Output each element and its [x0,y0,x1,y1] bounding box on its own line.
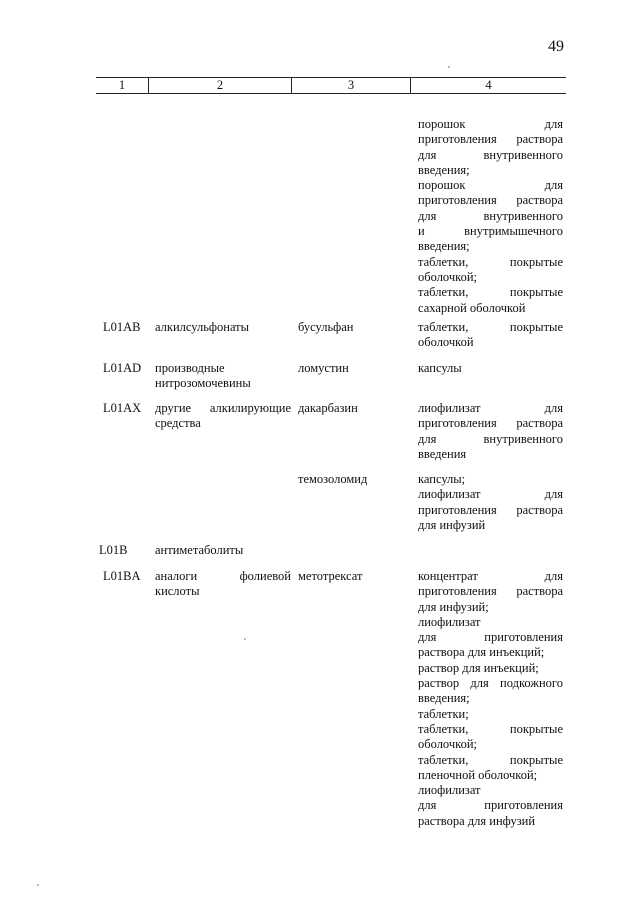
cell-word: для [418,630,437,645]
cell-word: фолиевой [239,569,291,583]
header-col-1: 1 [118,78,126,92]
cell-word: и [418,224,425,239]
header-col-4: 4 [485,78,492,92]
cell-word: таблетки, [418,285,469,300]
cell-word: порошок [418,117,466,131]
cell-word: покрытые [509,254,563,269]
cell-word: покрытые [509,320,563,334]
cell-word: концентрат [418,569,478,583]
cell-word: приготовления [418,584,497,599]
cell-word: лиофилизат [418,401,481,415]
cell-word: лиофилизат [418,487,481,502]
table-row-1-forms [418,320,563,351]
table-row-3-drug: дакарбазин [298,401,358,415]
header-col-3: 3 [347,78,355,92]
cell-line [418,178,563,193]
cell-line: пленочной оболочкой; [418,767,538,782]
cell-word: аналоги [155,569,198,583]
cell-word: для [418,208,437,223]
cell-line [418,148,563,163]
cell-line: лиофилизат [418,783,481,798]
table-row-2-group [155,361,291,392]
table-row-2-forms [418,361,563,376]
cell-word: внутримышечного [464,224,563,239]
cell-line [155,569,291,584]
cell-line [418,320,563,335]
cell-line [418,401,563,416]
cell-word: таблетки, [418,721,469,736]
cell-line [418,753,563,768]
table-row-6-drug: метотрексат [298,569,363,583]
cell-line: для инфузий [418,517,486,532]
cell-word: таблетки, [418,254,469,269]
cell-line [418,132,563,147]
cell-word: таблетки, [418,320,469,334]
cell-line: оболочкой; [418,269,477,284]
cell-word: для [470,676,489,691]
cell-line [418,432,563,447]
table-row-4-forms [418,472,563,533]
cell-line: раствор для инъекций; [418,660,539,675]
table-row-5-code: L01B [99,543,128,557]
cell-word: для [544,178,563,193]
cell-word: подкожного [500,676,563,691]
table-row-1-code: L01AB [103,320,141,334]
header-col-2: 2 [216,78,224,92]
cell-word: раствора [516,502,563,517]
cell-word: алкилирующие [209,401,291,415]
cell-word: для [418,431,437,446]
cell-line: алкилсульфонаты [155,320,250,334]
cell-word: для [418,147,437,162]
cell-line [418,224,563,239]
cell-line: кислоты [155,584,200,599]
table-row-1-drug: бусульфан [298,320,354,334]
cell-line: капсулы; [418,472,466,486]
cell-word: приготовления [484,630,563,645]
page-number: 49 [548,38,564,55]
cell-line [418,503,563,518]
cell-line: для инфузий; [418,599,489,614]
cell-word: покрытые [509,752,563,767]
table-row-1-group [155,320,291,335]
cell-line [418,722,563,737]
cell-line: раствора для инъекций; [418,645,545,660]
cell-line [418,487,563,502]
cell-line [418,798,563,813]
cell-line: раствора для инфузий [418,813,536,828]
table-row-4-drug: темозоломид [298,472,368,486]
cell-word: раствора [516,584,563,599]
cell-word: внутривенного [483,147,563,162]
table-row-2-drug: ломустин [298,361,349,375]
table-header [96,77,566,94]
cell-word: для [544,401,563,415]
cell-word: приготовления [484,798,563,813]
cell-line: введения; [418,239,470,254]
cell-line: капсулы [418,361,462,375]
table-row-6-forms [418,569,563,829]
cell-line: нитрозомочевины [155,376,251,391]
cell-line: производные [155,361,225,375]
cell-word: другие [155,401,192,415]
cell-line [418,193,563,208]
cell-word: приготовления [418,416,497,431]
cell-word: для [544,487,563,502]
table-row-6-group [155,569,291,600]
cell-line: оболочкой; [418,737,477,752]
cell-word: приготовления [418,502,497,517]
table-row-5-group [155,543,291,558]
cell-line: средства [155,416,201,431]
cell-line: введения; [418,162,470,177]
cell-word: приготовления [418,193,497,208]
table-row-3-group [155,401,291,432]
cell-word: покрытые [509,285,563,300]
cell-line [418,285,563,300]
cell-line: введения [418,446,467,461]
cell-line [418,676,563,691]
cell-line: лиофилизат [418,614,481,629]
cell-word: для [418,798,437,813]
cell-line [155,401,291,416]
cell-word: покрытые [509,721,563,736]
cell-line [418,584,563,599]
cell-line: оболочкой [418,335,474,350]
cell-word: раствора [516,132,563,147]
table-row-3-code: L01AX [103,401,142,415]
cell-line: антиметаболиты [155,543,244,557]
table-row-0-forms [418,117,563,316]
cell-word: внутривенного [483,431,563,446]
cell-word: внутривенного [483,208,563,223]
cell-line: таблетки; [418,706,469,721]
cell-line [418,209,563,224]
cell-word: раствора [516,193,563,208]
cell-word: раствор [418,676,460,691]
cell-line [418,255,563,270]
cell-line [418,569,563,584]
cell-line: введения; [418,691,470,706]
cell-word: для [544,569,563,583]
cell-word: таблетки, [418,752,469,767]
cell-line [418,416,563,431]
cell-line [418,630,563,645]
cell-line [418,117,563,132]
cell-word: порошок [418,178,466,193]
table-row-6-code: L01BA [103,569,141,583]
cell-word: раствора [516,416,563,431]
table-row-3-forms [418,401,563,462]
cell-word: для [544,117,563,131]
table-row-2-code: L01AD [103,361,142,375]
cell-line: сахарной оболочкой [418,300,526,315]
cell-word: приготовления [418,132,497,147]
